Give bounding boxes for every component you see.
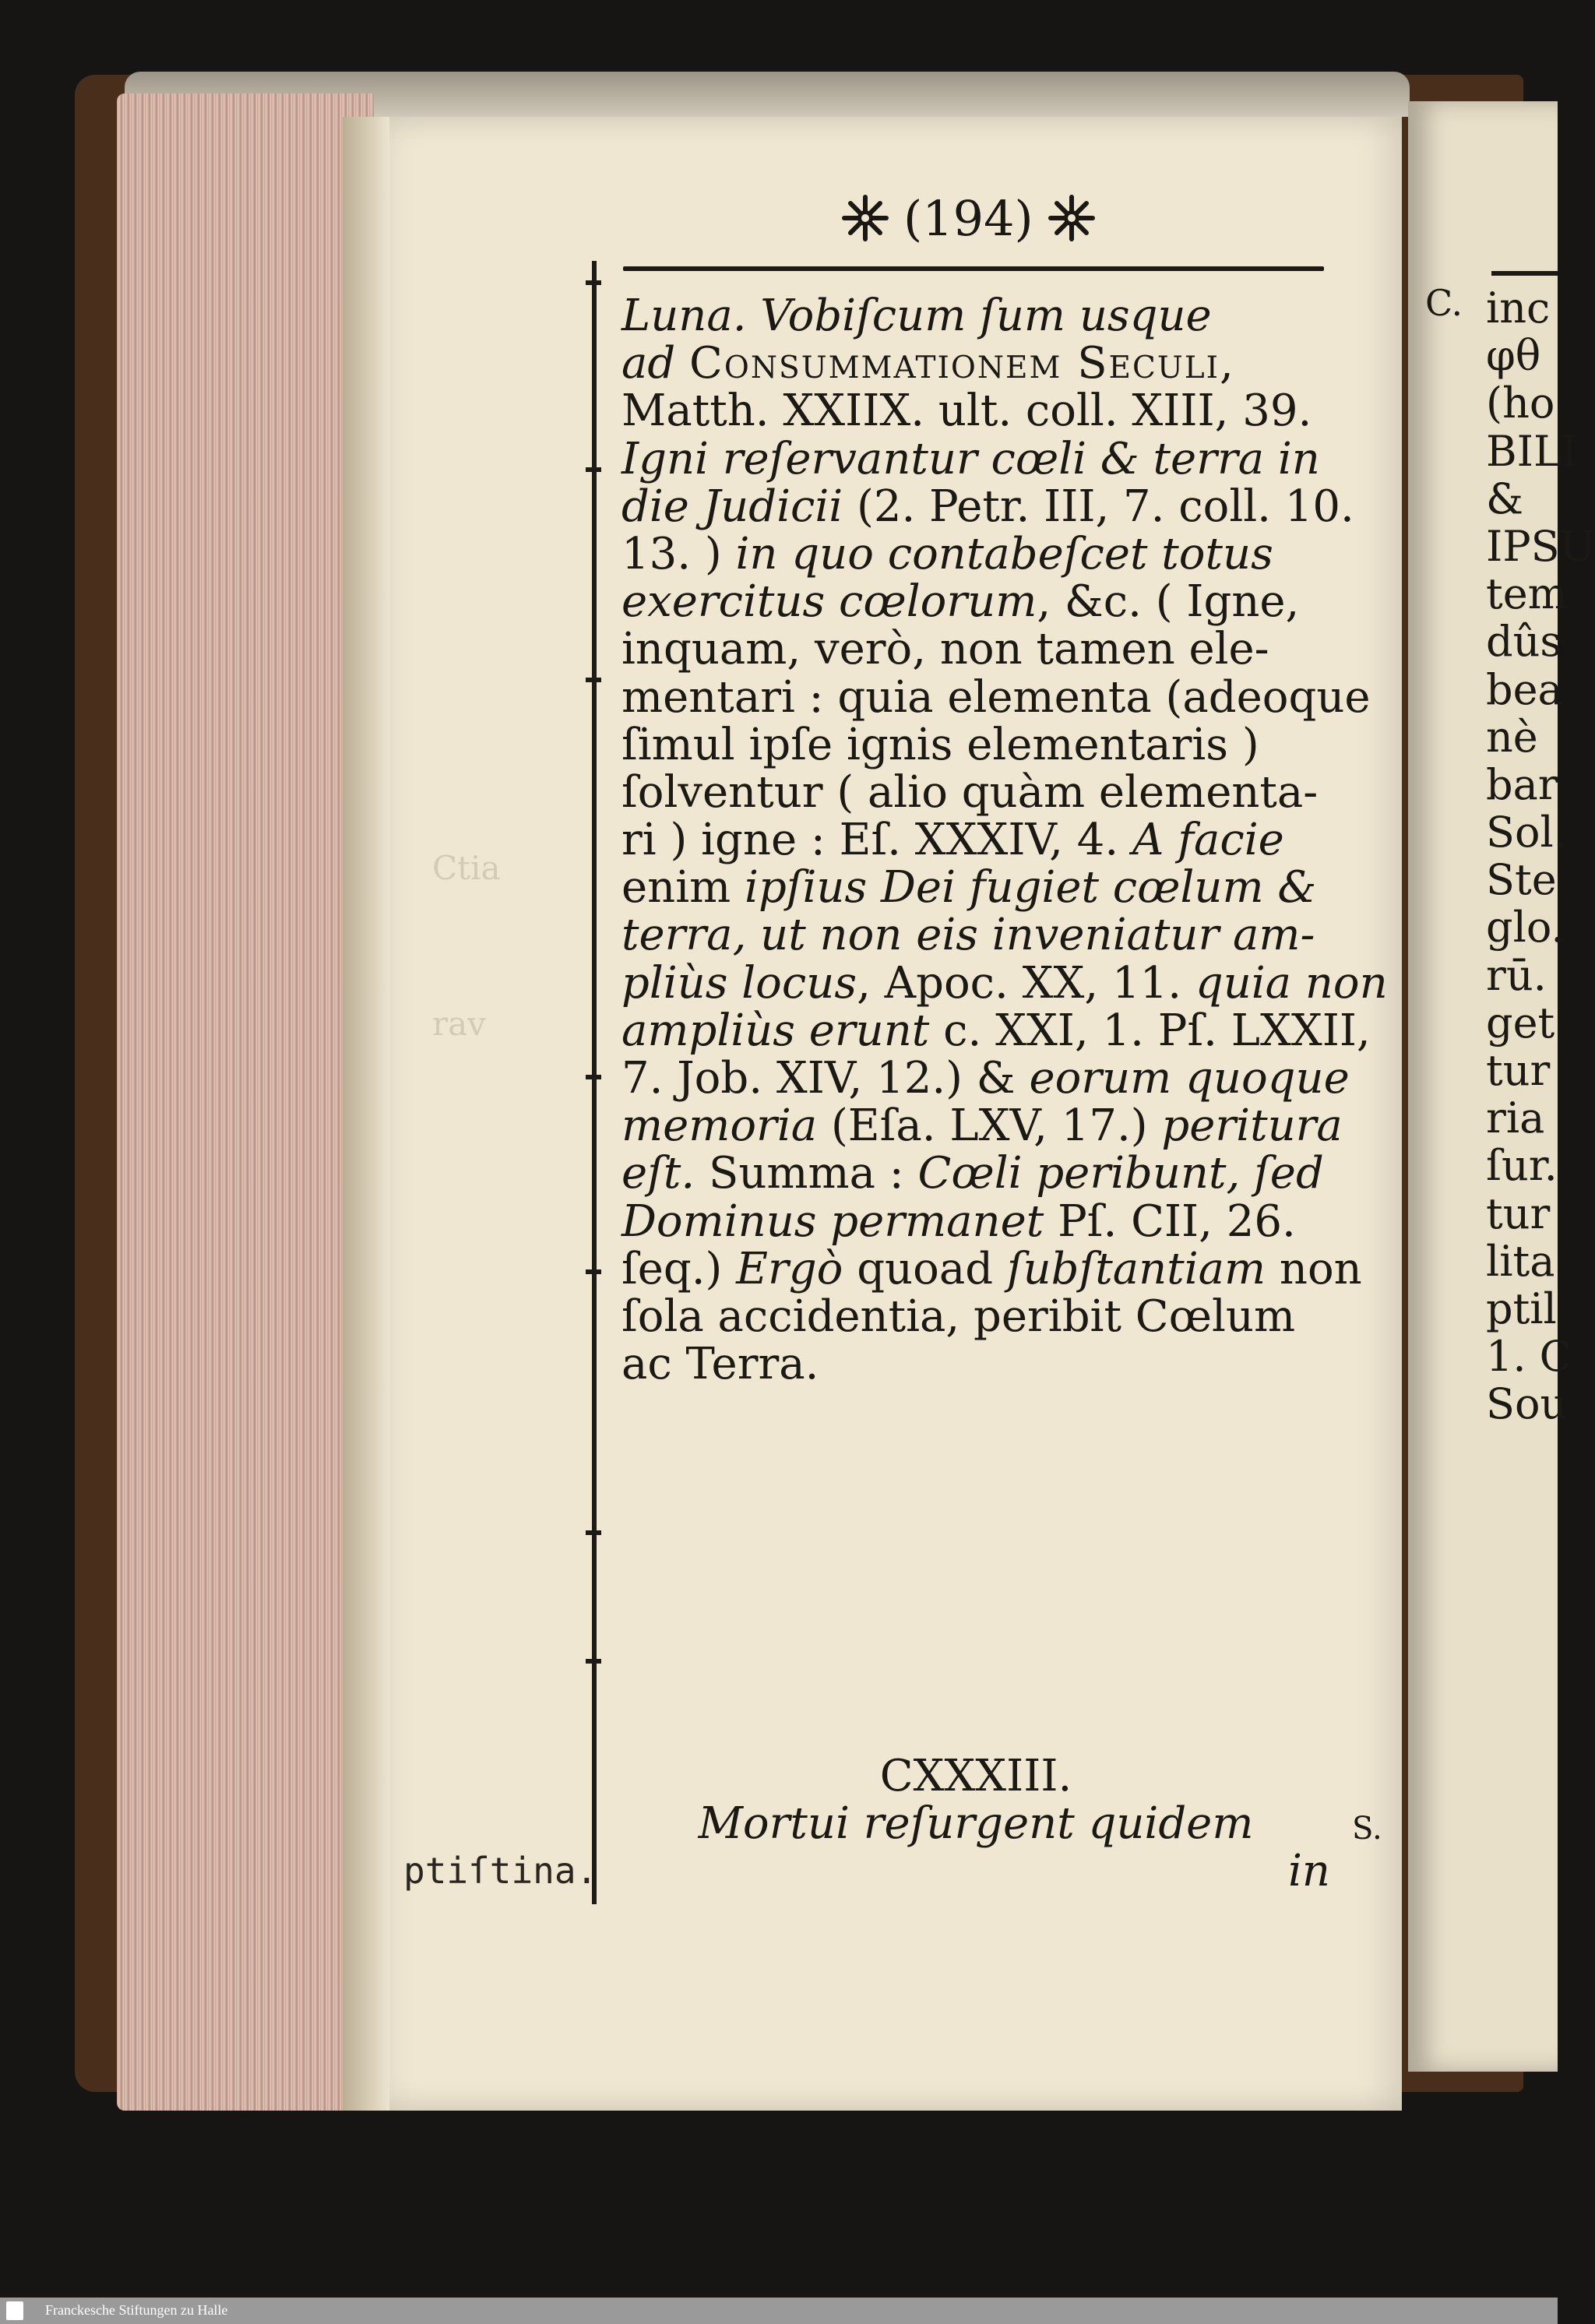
right-page-fragment: rū. [1486, 950, 1547, 1000]
text-run: eſt. [621, 1148, 709, 1199]
text-line-content [621, 1150, 1324, 1197]
text-line [621, 340, 1330, 387]
text-run: eorum quoque [1029, 1053, 1350, 1104]
text-run: ſolventur ( alio quàm elementa- [621, 766, 1319, 818]
page-gutter [343, 117, 389, 2111]
ornament-icon [841, 194, 889, 242]
right-page-fragment: Sol. [1486, 808, 1567, 857]
text-run: quoad [857, 1243, 1007, 1294]
text-run: 7. Job. XIV, 12.) & [621, 1053, 1030, 1104]
text-line [621, 1005, 1371, 1056]
side-mark: C. [1425, 282, 1463, 324]
right-page-fragment: bar [1486, 759, 1558, 809]
right-page-fragment: get [1486, 998, 1555, 1048]
side-mark: S. [1352, 1811, 1382, 1847]
text-run: ſeq.) [621, 1243, 737, 1294]
text-line [621, 292, 1330, 340]
text-run: ad [621, 338, 690, 389]
text-line-content [621, 766, 1319, 818]
text-line [621, 625, 1330, 673]
right-page-fragment: & [1486, 474, 1524, 523]
section-number: CXXXIII. [879, 1751, 1072, 1801]
text-run: Matth. XXIIX. ult. coll. XIII, 39. [621, 386, 1312, 437]
body-text [621, 290, 1388, 1390]
text-line-content [621, 1340, 819, 1388]
text-line-content [621, 576, 1300, 628]
text-run: , Apoc. XX, 11. [857, 957, 1195, 1009]
margin-tick [586, 1530, 601, 1535]
text-line [621, 721, 1330, 769]
text-line [621, 387, 1330, 435]
margin-tick [586, 1659, 601, 1664]
right-page-fragment: 1. C [1486, 1332, 1572, 1382]
text-line [621, 481, 1354, 532]
right-page-fragment: glo. [1486, 903, 1565, 952]
header-rule [623, 266, 1324, 271]
text-run: ri ) igne : Eſ. XXXIV, 4. [621, 815, 1132, 866]
text-run: ſimul ipſe ignis elementaris ) [621, 719, 1259, 770]
text-run: memoria [621, 1100, 831, 1152]
right-page-rule [1491, 271, 1558, 276]
text-run: Pſ. CII, 26. [1058, 1195, 1296, 1247]
text-line-content [621, 1195, 1296, 1247]
text-line-content [621, 721, 1259, 769]
text-line [621, 1243, 1362, 1294]
text-line [621, 1053, 1350, 1104]
text-line-content [621, 1055, 1350, 1102]
text-run: ac Terra. [621, 1339, 819, 1390]
text-run: Summa : [708, 1148, 918, 1199]
page-block-edges [117, 93, 374, 2111]
text-run: quia non [1195, 957, 1388, 1009]
text-run: Consummationem Seculi, [689, 338, 1235, 389]
text-run: 13. ) [621, 528, 736, 579]
text-line [621, 957, 1388, 1009]
text-line-content [621, 483, 1354, 530]
text-run: die Judicii [621, 481, 857, 532]
text-run: pliùs locus [621, 957, 857, 1009]
text-line [621, 911, 1330, 959]
text-run: (Eſa. LXV, 17.) [830, 1100, 1162, 1152]
text-run: Ergò [736, 1243, 857, 1294]
text-line-content [621, 530, 1273, 578]
text-run: ipſius Dei fugiet cœlum & [745, 862, 1317, 914]
right-page-text [1486, 283, 1595, 1429]
text-run: , &c. ( Igne, [1037, 576, 1300, 628]
text-line-content [621, 1293, 1295, 1340]
text-line-content [621, 671, 1371, 723]
margin-tick [586, 678, 601, 682]
bleed-through-text: Ctia [432, 849, 501, 887]
text-run: ſola accidentia, peribit Cœlum [621, 1291, 1296, 1342]
right-page-fragment: ſur. [1486, 1141, 1558, 1191]
text-line [621, 1195, 1330, 1247]
text-line-content [621, 862, 1317, 914]
text-line [621, 1293, 1330, 1340]
last-line: Mortui reſurgent quidem [698, 1798, 1254, 1850]
margin-note: ptiſtina. [403, 1850, 598, 1892]
right-page-fragment: tem [1486, 569, 1568, 619]
text-run: A facie [1132, 815, 1284, 866]
margin-tick [586, 1075, 601, 1079]
text-line-content [621, 292, 1212, 340]
text-run: mentari : quia elementa (adeoque [621, 671, 1371, 723]
text-run: Luna. Vobiſcum ſum usque [621, 290, 1212, 341]
text-line [621, 862, 1330, 914]
text-line-content [621, 816, 1284, 864]
text-line-content [621, 1007, 1371, 1055]
ornament-icon [1047, 194, 1096, 242]
text-line-content [621, 435, 1320, 483]
margin-tick [586, 467, 601, 472]
text-line-content [621, 1245, 1362, 1293]
text-line [621, 766, 1330, 818]
section-block [621, 1752, 1330, 1896]
text-run: in quo contabeſcet totus [735, 528, 1273, 579]
catchword: in [1288, 1846, 1330, 1897]
right-page-fragment: nè [1486, 712, 1538, 762]
right-page-fragment: Ste [1486, 855, 1557, 905]
text-run: non [1279, 1243, 1362, 1294]
text-run: ampliùs erunt [621, 1005, 944, 1056]
text-line [621, 1150, 1330, 1197]
right-page-fragment: ria [1486, 1093, 1545, 1143]
footer-bar [0, 2298, 1558, 2324]
text-run: Igni reſervantur cœli & terra in [621, 433, 1320, 484]
text-run: terra, ut non eis inveniatur am- [621, 910, 1315, 961]
right-page-fragment: (ho [1486, 379, 1555, 428]
right-page-fragment: inc [1486, 283, 1551, 333]
text-line-content [621, 625, 1269, 673]
text-line-content [621, 340, 1235, 387]
text-run: inquam, verò, non tamen ele- [621, 624, 1269, 675]
text-line [621, 530, 1330, 578]
text-run: Dominus permanet [621, 1195, 1058, 1247]
text-line-content [621, 911, 1315, 959]
right-page-fragment: φθ [1486, 331, 1541, 381]
right-page-fragment: ptil [1486, 1283, 1557, 1333]
text-line [621, 576, 1330, 628]
institution-logo-icon [6, 2301, 23, 2320]
right-page-fragment: lita [1486, 1236, 1555, 1286]
text-run: peritura [1161, 1100, 1343, 1152]
page-number: (194) [903, 189, 1033, 247]
bleed-through-text: rav [432, 1005, 486, 1043]
text-line [621, 435, 1330, 483]
text-line [621, 1340, 1330, 1388]
text-line [621, 816, 1330, 864]
text-run: enim [621, 862, 745, 914]
text-run: c. XXI, 1. Pſ. LXXII, [943, 1005, 1371, 1056]
right-page-fragment: bea [1486, 664, 1563, 714]
right-page-fragment: dûs [1486, 617, 1562, 667]
right-page-fragment: tur [1486, 1188, 1551, 1238]
text-run: exercitus cœlorum [621, 576, 1037, 628]
right-page-fragment: IPSU [1486, 521, 1595, 571]
right-page-fragment: Sou [1486, 1379, 1568, 1429]
text-line-content [621, 957, 1388, 1009]
text-line-content [621, 1102, 1343, 1150]
right-page-fragment: tur [1486, 1046, 1551, 1095]
text-run: ſubſtantiam [1006, 1243, 1280, 1294]
margin-tick [586, 1269, 601, 1274]
text-line [621, 1100, 1343, 1152]
text-run: (2. Petr. III, 7. coll. 10. [856, 481, 1354, 532]
text-line [621, 671, 1371, 723]
text-run: Cœli peribunt, ſed [917, 1148, 1324, 1199]
text-line-content [621, 387, 1312, 435]
margin-vertical-line [592, 261, 597, 1904]
right-page-fragment: BILI [1486, 426, 1579, 476]
page-header [841, 187, 1096, 249]
footer-credit: Franckesche Stiftungen zu Halle [45, 2302, 228, 2318]
margin-tick [586, 280, 601, 285]
